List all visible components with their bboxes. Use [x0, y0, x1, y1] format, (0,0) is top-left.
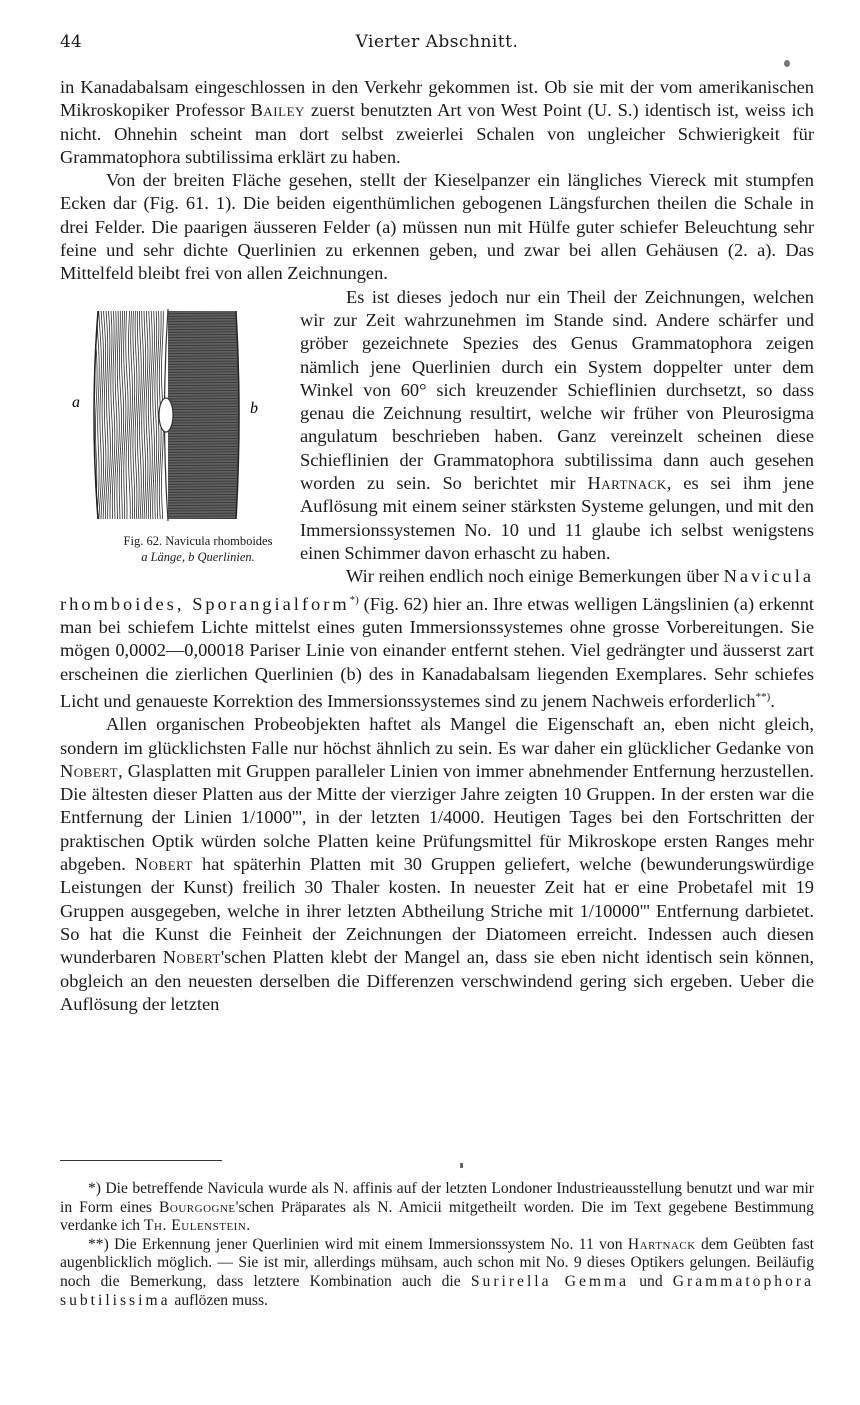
footnote-text: und: [629, 1272, 673, 1290]
footnote-text: 'schen Präparates als N. Amicii mitgetheilt worden. Die im Text gegebene Bestimmung verdanke ich: [60, 1198, 814, 1235]
figure-62: [60, 303, 290, 565]
author-name: Hartnack: [587, 473, 667, 494]
paragraph-text: Es ist dieses jedoch nur ein Theil der Zeichnungen, welchen wir zur Zeit wahrzunehmen im Stande sind. Andere schärfer und gröber gezeichnete Spezies des Genus Grammatophora zeigen nämlich jene Querlinien durch ein System doppelter unter dem Winkel von 60° sich kreuzender Schieflinien durchsetzt, so dass genau die Zeichnung resultirt, welche wir früher von Pleurosigma angulatum beschrieben haben. Ganz vereinzelt scheinen diese Schieflinien der Grammatophora subtilissima dann auch gesehen worden zu sein. So berichtet mir: [300, 286, 814, 494]
caption-line: a Länge, b Querlinien.: [141, 549, 255, 564]
paragraph-text: , Glasplatten mit Gruppen paralleler Linien von immer abnehmender Entfernung herzustellen. Die ältesten dieser Platten aus der Mitte der vierziger Jahre zeigten 10 Gruppen. In der ersten war die Entfernung der Linien 1/1000''', in der letzten 1/4000. Heutigen Tages bei den Fortschritten der praktischen Optik würden solche Platten keine Prüfungsmittel für Mikroskope ersten Ranges mehr abgeben.: [60, 760, 814, 875]
paragraph-text: Allen organischen Probeobjekten haftet als Mangel die Eigenschaft an, eben nicht gleich, sondern im glücklichsten Falle nur höchst ähnlich zu sein. Es war daher ein glücklicher Gedanke von: [60, 714, 814, 758]
ink-speck: [460, 1163, 463, 1168]
paragraph-text: hat späterhin Platten mit 30 Gruppen geliefert, welche (bewunderungswürdige Leistungen der Kunst) freilich 30 Thaler kosten. In neuester Zeit hat er eine Probetafel mit 19 Gruppen ausgegeben, welche in ihrer letzten Abtheilung Striche mit 1/10000''' Entfernung darbietet. So hat die Kunst die Feinheit der Zeichnungen der Diatomeen erreicht. Indessen auch diesen wunderbaren: [60, 854, 814, 968]
ink-speck: [784, 60, 790, 67]
species-name: Surirella Gemma: [470, 1272, 630, 1290]
author-name: Nobert: [162, 947, 221, 968]
figure-label-a: a: [72, 393, 80, 411]
running-title: Vierter Abschnitt.: [355, 32, 519, 52]
page-header: [60, 32, 814, 56]
paragraph-1: [60, 76, 814, 169]
footnote-1: [60, 1180, 814, 1236]
footnote-text: **) Die Erkennung jener Querlinien wird mit einem Immersionssystem No. 11 von: [88, 1235, 628, 1253]
footnote-text: auflözen muss.: [170, 1291, 268, 1309]
footnote-ref: **): [755, 690, 771, 703]
page-number: 44: [60, 32, 82, 52]
footnotes: [60, 1180, 814, 1310]
footnote-divider: [60, 1160, 222, 1161]
caption-line: Fig. 62. Navicula rhomboides: [123, 533, 273, 548]
figure-caption: [60, 533, 290, 565]
paragraph-text: .: [770, 690, 775, 711]
author-name: Nobert: [60, 760, 119, 781]
paragraph-text: Wir reihen endlich noch einige Bemerkungen über: [346, 566, 724, 587]
author-name: Hartnack: [627, 1235, 696, 1253]
footnote-text: .: [246, 1217, 251, 1235]
paragraph-text: , es sei ihm jene Auflösung mit einem seiner stärksten Systeme gelungen, und mit den Immersionssystemen No. 10 und 11 glaube ich selbst wenigstens einen Schimmer davon erhascht zu haben.: [300, 473, 814, 563]
navicula-illustration: [68, 303, 268, 527]
footnote-2: [60, 1236, 814, 1310]
species-name: Navicula rhomboides, Sporangialform: [60, 566, 814, 614]
paragraph-3: [60, 286, 814, 714]
paragraph-2: Von der breiten Fläche gesehen, stellt der Kieselpanzer ein längliches Viereck mit stumpfen Ecken dar (Fig. 61. 1). Die beiden eigenthümlichen gebogenen Längsfurchen theilen die Schale in drei Felder. Die paarigen äusseren Felder (a) müssen nun mit Hülfe guter schiefer Beleuchtung sehr feine und sehr dichte Querlinien zu erkennen geben, und zwar bei allen Gehäusen (2. a). Das Mittelfeld bleibt frei von allen Zeichnungen.: [60, 170, 814, 284]
author-name: Bourgogne: [159, 1198, 236, 1216]
footnote-text: dem Geübten fast augenblicklich möglich. — Sie ist mir, allerdings mühsam, auch schon mit No. 9 dieses Optikers gelungen. Beiläufig noch die Bemerkung, dass letztere Kombination auch die: [60, 1235, 814, 1290]
footnote-text: *) Die betreffende Navicula wurde als N. affinis auf der letzten Londoner Industrieausstellung benutzt und war mir in Form eines: [60, 1180, 814, 1216]
paragraph-text: zuerst benutzten Art von West Point (U. S.) identisch ist, weiss ich nicht. Ohnehin scheint man dort selbst zweierlei Schalen von ungleicher Schwierigkeit für Grammatophora subtilissima erklärt zu haben.: [60, 100, 814, 167]
author-name: Nobert: [134, 854, 194, 875]
footnote-ref: *): [349, 593, 359, 606]
paragraph-text: (Fig. 62) hier an. Ihre etwas welligen Längslinien (a) erkennt man bei schiefem Lichte mittelst eines guten Immersionssystemes ohne grosse Vorbereitungen. Sie mögen 0,0002—0,00018 Pariser Linie von einander entfernt stehen. Viel gedrängter und äusserst zart erscheinen die zierlichen Querlinien (b) des in Kanadabalsam liegenden Exemplares. Sehr schiefes Licht und genaueste Korrektion des Immersionssystemes sind zu jenem Nachweis erforderlich: [60, 593, 814, 711]
author-name: Bailey: [250, 100, 305, 121]
figure-label-b: b: [250, 399, 258, 417]
main-text: [60, 76, 814, 1016]
author-name: Th. Eulenstein: [144, 1217, 247, 1235]
species-name: Grammatophora subtilissima: [60, 1272, 814, 1309]
paragraph-5: [60, 713, 814, 1016]
paragraph-text: in Kanadabalsam eingeschlossen in den Verkehr gekommen ist. Ob sie mit der vom amerikanischen Mikroskopiker Professor: [60, 77, 814, 121]
paragraph-text: 'schen Platten klebt der Mangel an, dass sie eben nicht identisch sein können, obgleich an den neuesten derselben die Differenzen verschwindend gering sich ergeben. Ueber die Auflösung der letzten: [60, 947, 815, 1014]
